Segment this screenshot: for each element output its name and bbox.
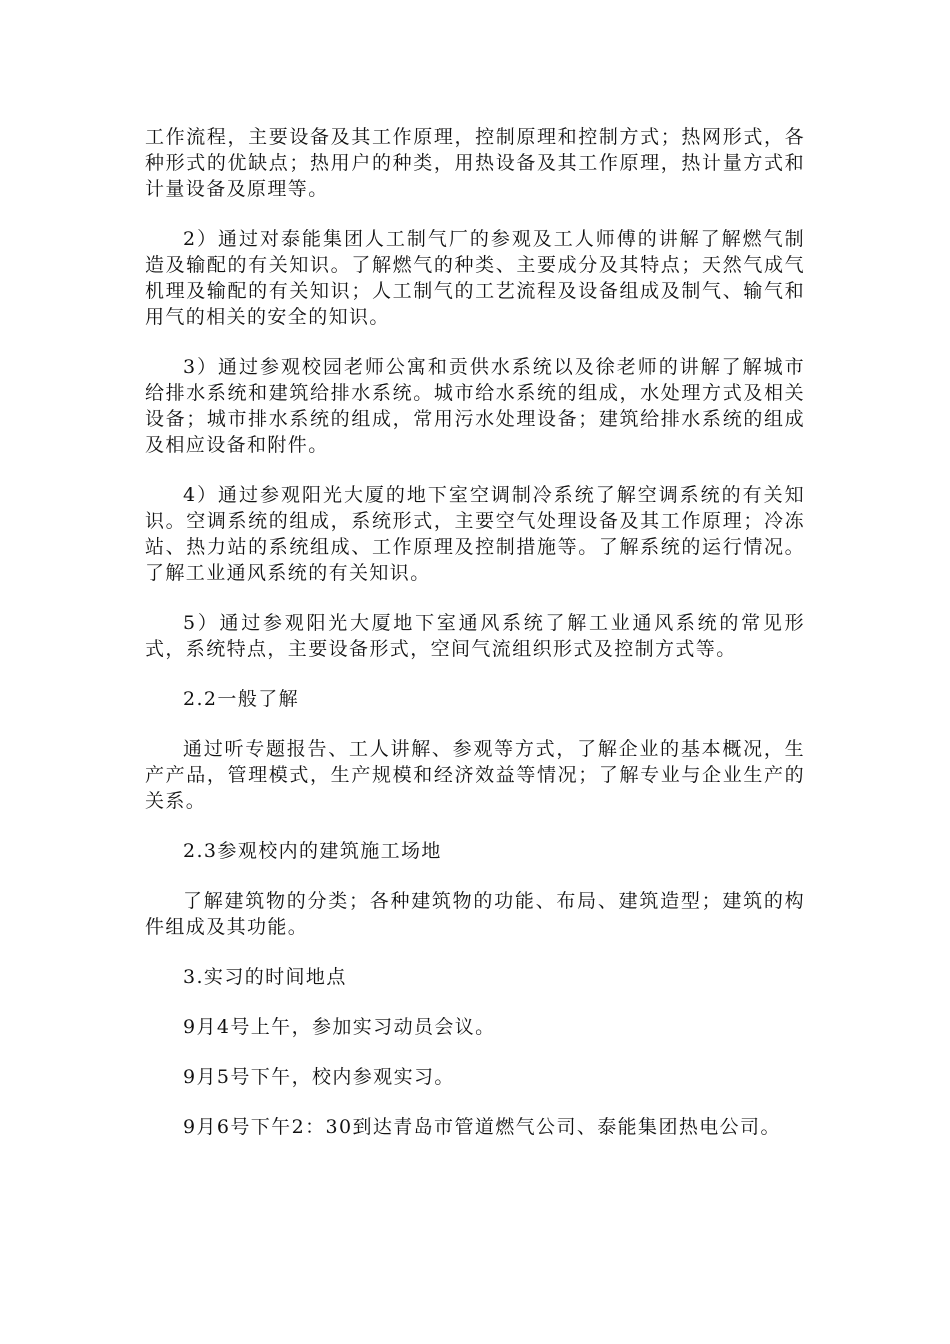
paragraph-ventilation: 5）通过参观阳光大厦地下室通风系统了解工业通风系统的常见形式，系统特点，主要设备形式，空间气流组织形式及控制方式等。	[145, 612, 805, 660]
section-heading-time-location: 3.实习的时间地点	[183, 966, 347, 988]
schedule-item-sep-6: 9月6号下午2：30到达青岛市管道燃气公司、泰能集团热电公司。	[183, 1116, 781, 1138]
paragraph-air-conditioning: 4）通过参观阳光大厦的地下室空调制冷系统了解空调系统的有关知识。空调系统的组成，系统形式，主要空气处理设备及其工作原理；冷冻站、热力站的系统组成、工作原理及控制措施等。了解系统的运行情况。了解工业通风系统的有关知识。	[145, 484, 805, 584]
paragraph-gas-plant: 2）通过对泰能集团人工制气厂的参观及工人师傅的讲解了解燃气制造及输配的有关知识。了解燃气的种类、主要成分及其特点；天然气成气机理及输配的有关知识；人工制气的工艺流程及设备组成及制气、输气和用气的相关的安全的知识。	[145, 228, 805, 328]
paragraph-building-classification: 了解建筑物的分类；各种建筑物的功能、布局、建筑造型；建筑的构件组成及其功能。	[145, 890, 805, 938]
document-body	[145, 124, 805, 1164]
paragraph-water-system: 3）通过参观校园老师公寓和贡供水系统以及徐老师的讲解了解城市给排水系统和建筑给排水系统。城市给水系统的组成，水处理方式及相关设备；城市排水系统的组成，常用污水处理设备；建筑给排水系统的组成及相应设备和附件。	[145, 356, 805, 456]
paragraph-heat-network: 工作流程，主要设备及其工作原理，控制原理和控制方式；热网形式，各种形式的优缺点；热用户的种类，用热设备及其工作原理，热计量方式和计量设备及原理等。	[145, 126, 805, 200]
section-heading-construction-site: 2.3参观校内的建筑施工场地	[183, 840, 442, 862]
paragraph-enterprise-overview: 通过听专题报告、工人讲解、参观等方式，了解企业的基本概况，生产产品，管理模式，生产规模和经济效益等情况；了解专业与企业生产的关系。	[145, 738, 805, 812]
schedule-item-sep-4: 9月4号上午，参加实习动员会议。	[183, 1016, 496, 1038]
section-heading-general-understanding: 2.2一般了解	[183, 688, 300, 710]
schedule-item-sep-5: 9月5号下午，校内参观实习。	[183, 1066, 455, 1088]
